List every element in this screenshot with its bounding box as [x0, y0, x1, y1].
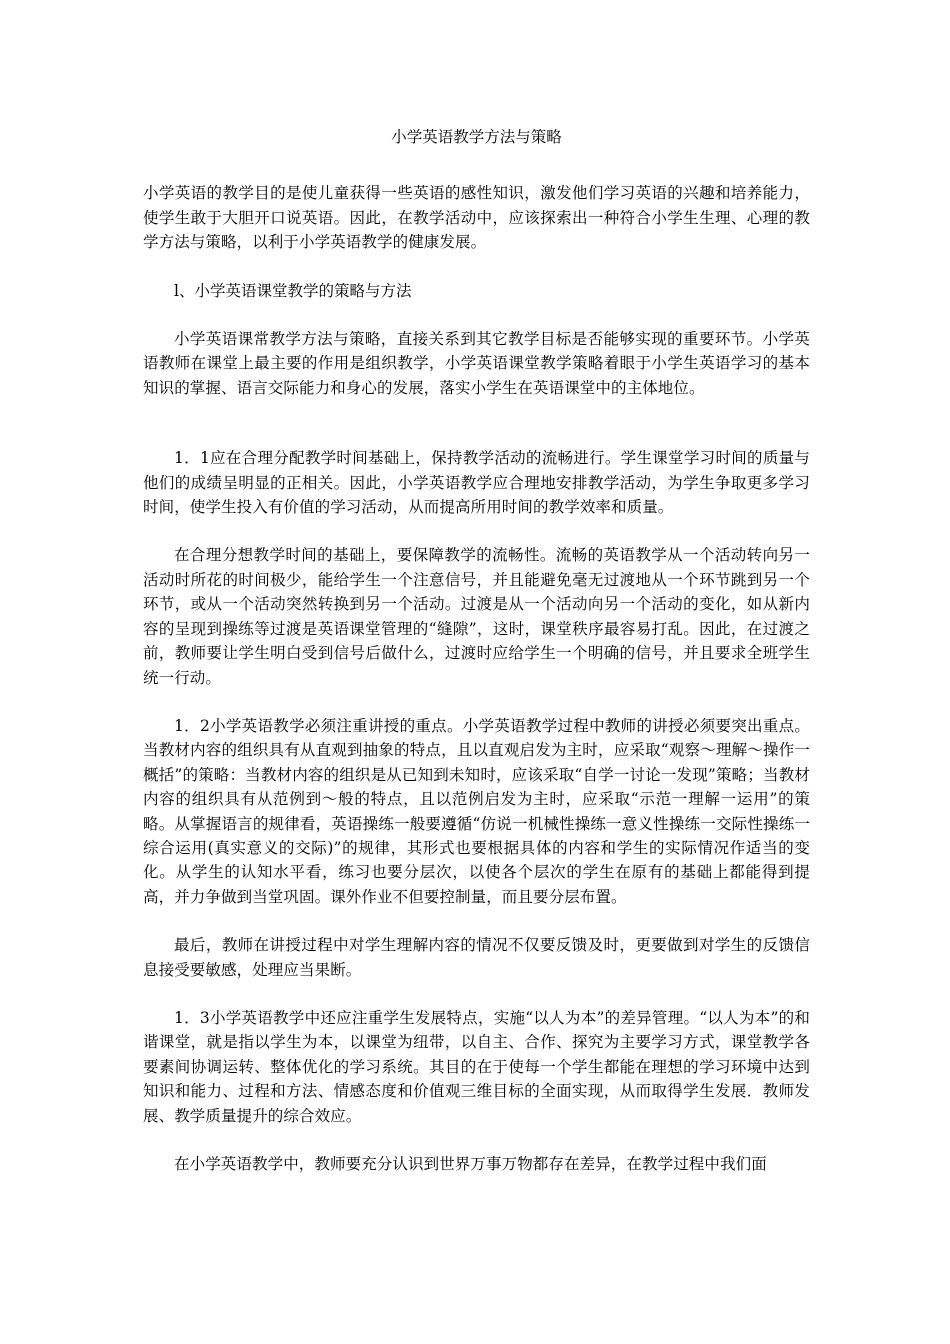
- paragraph-1-1-continued: 在合理分想教学时间的基础上，要保障教学的流畅性。流畅的英语教学从一个活动转向另一活动时所花的时间极少，能给学生一个注意信号，并且能避免毫无过渡地从一个环节跳到另一个环节，或从一个活动突然转换到另一个活动。过渡是从一个活动向另一个活动的变化，如从新内容的呈现到操练等过渡是英语课堂管理的“缝隙”，这时，课堂秩序最容易打乱。因此，在过渡之前，教师要让学生明白受到信号后做什么，过渡时应给学生一个明确的信号，并且要求全班学生统一行动。: [143, 546, 810, 687]
- section-heading: l、小学英语课堂教学的策略与方法: [174, 281, 412, 300]
- document-page: [143, 125, 810, 1200]
- intro-paragraph: 小学英语的教学目的是使儿童获得一些英语的感性知识，激发他们学习英语的兴趣和培养能力，使学生敢于大胆开口说英语。因此，在教学活动中，应该探索出一种符合小学生生理、心理的教学方法与策略，以利于小学英语教学的健康发展。: [143, 184, 810, 252]
- section-paragraph: 小学英语课常教学方法与策略，直接关系到其它教学目标是否能够实现的重要环节。小学英语教师在课堂上最主要的作用是组织教学，小学英语课堂教学策略着眼于小学生英语学习的基本知识的掌握、语言交际能力和身心的发展，落实小学生在英语课堂中的主体地位。: [143, 330, 810, 397]
- paragraph-1-3: 1．3小学英语教学中还应注重学生发展特点，实施“以人为本”的差异管理。“以人为本”的和谐课堂，就是指以学生为本，以课堂为纽带，以自主、合作、探究为主要学习方式，课堂教学各要素间协调运转、整体优化的学习系统。其目的在于使每一个学生都能在理想的学习环境中达到知识和能力、过程和方法、情感态度和价值观三维目标的全面实现，从而取得学生发展．教师发展、教学质量提升的综合效应。: [143, 1008, 810, 1125]
- paragraph-1-3-continued: 在小学英语教学中，教师要充分认识到世界万事万物都存在差异，在教学过程中我们面: [174, 1155, 767, 1173]
- paragraph-1-2: 1．2小学英语教学必须注重讲授的重点。小学英语教学过程中教师的讲授必须要突出重点。当教材内容的组织具有从直观到抽象的特点，且以直观启发为主时，应采取“观察～理解～操作一概括”的策略：当教材内容的组织是从已知到未知时，应该采取“自学一讨论一发现”策略；当教材内容的组织具有从范例到～般的特点，且以范例启发为主时，应采取“示范一理解一运用”的策略。从掌握语言的规律看，英语操练一般要遵循“仿说一机械性操练一意义性操练一交际性操练一综合运用(真实意义的交际)”的规律，其形式也要根据具体的内容和学生的实际情况作适当的变化。从学生的认知水平看，练习也要分层次，以使各个层次的学生在原有的基础上都能得到提高，并力争做到当堂巩固。课外作业不但要控制量，而且要分层布置。: [143, 716, 810, 906]
- paragraph-1-2-continued: 最后，教师在讲授过程中对学生理解内容的情况不仅要反馈及时，更要做到对学生的反馈信息接受要敏感，处理应当果断。: [143, 936, 810, 979]
- document-title: 小学英语教学方法与策略: [391, 128, 562, 146]
- paragraph-1-1: 1．1应在合理分配教学时间基础上，保持教学活动的流畅进行。学生课堂学习时间的质量与他们的成绩呈明显的正相关。因此，小学英语教学应合理地安排教学活动，为学生争取更多学习时间，使学生投入有价值的学习活动，从而提高所用时间的教学效率和质量。: [143, 449, 810, 517]
